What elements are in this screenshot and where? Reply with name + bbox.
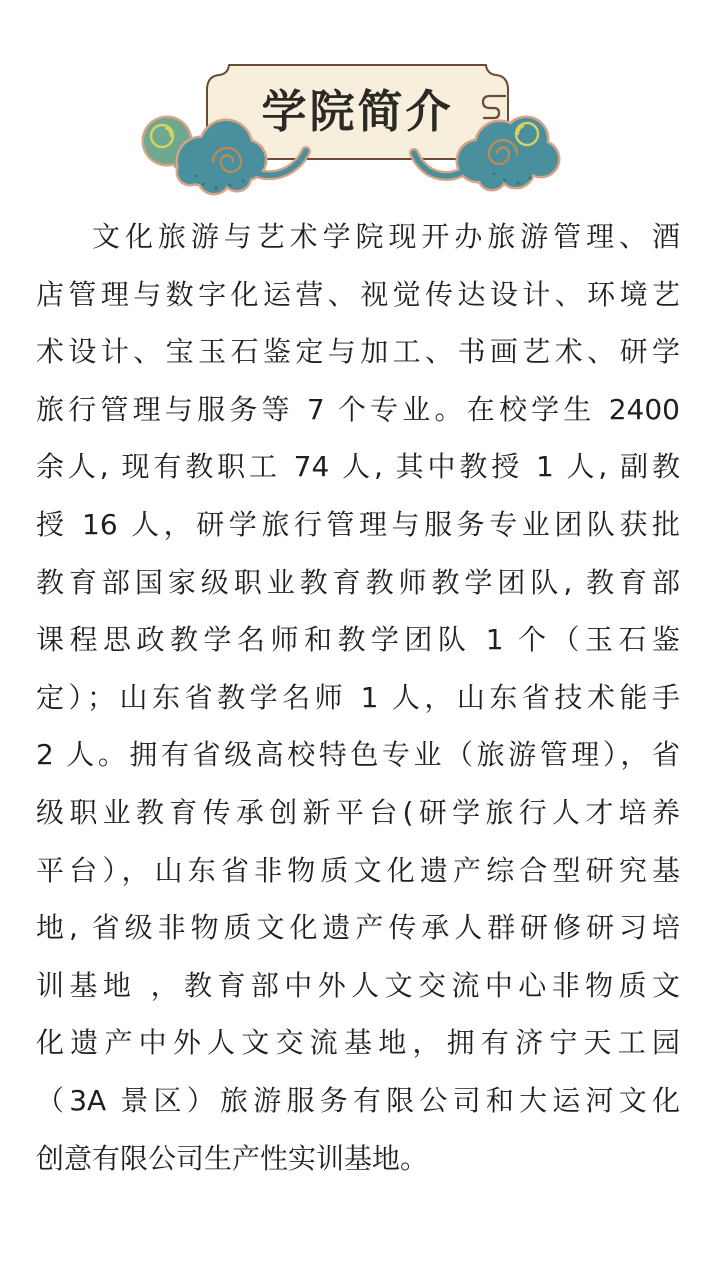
intro-paragraph — [0, 208, 716, 1187]
paragraph-line: 训基地 ，教育部中外人文交流中心非物质文 — [36, 968, 680, 1002]
paragraph-line: 创意有限公司生产性实训基地。 — [36, 1141, 429, 1175]
paragraph-line: 2 人。拥有省级高校特色专业（旅游管理），省 — [36, 738, 680, 772]
paragraph-line: 级职业教育传承创新平台(研学旅行人才培养 — [36, 795, 680, 829]
paragraph-line: 地, 省级非物质文化遗产传承人群研修研习培 — [36, 911, 680, 945]
paragraph-line: 课程思政教学名师和教学团队 1 个（玉石鉴 — [36, 623, 680, 657]
paragraph-line: 余人, 现有教职工 74 人, 其中教授 1 人, 副教 — [36, 450, 680, 484]
paragraph-line: 术设计、宝玉石鉴定与加工、书画艺术、研学 — [36, 335, 680, 369]
banner-title: 学院简介 — [261, 85, 454, 138]
paragraph-line: 定）；山东省教学名师 1 人，山东省技术能手 — [36, 680, 680, 714]
paragraph-line: 文化旅游与艺术学院现开办旅游管理、酒 — [92, 220, 680, 253]
paragraph-line: 化遗产中外人文交流基地，拥有济宁天工园 — [36, 1026, 680, 1060]
paragraph-line: 旅行管理与服务等 7 个专业。在校学生 2400 — [36, 392, 680, 426]
paragraph-line: 平台），山东省非物质文化遗产综合型研究基 — [36, 853, 680, 887]
paragraph-line: 授 16 人，研学旅行管理与服务专业团队获批 — [36, 507, 680, 541]
paragraph-line: 教育部国家级职业教育教师教学团队, 教育部 — [36, 565, 680, 599]
paragraph-line: 店管理与数字化运营、视觉传达设计、环境艺 — [36, 277, 680, 311]
paragraph-line: （3A 景区）旅游服务有限公司和大运河文化 — [36, 1083, 680, 1117]
